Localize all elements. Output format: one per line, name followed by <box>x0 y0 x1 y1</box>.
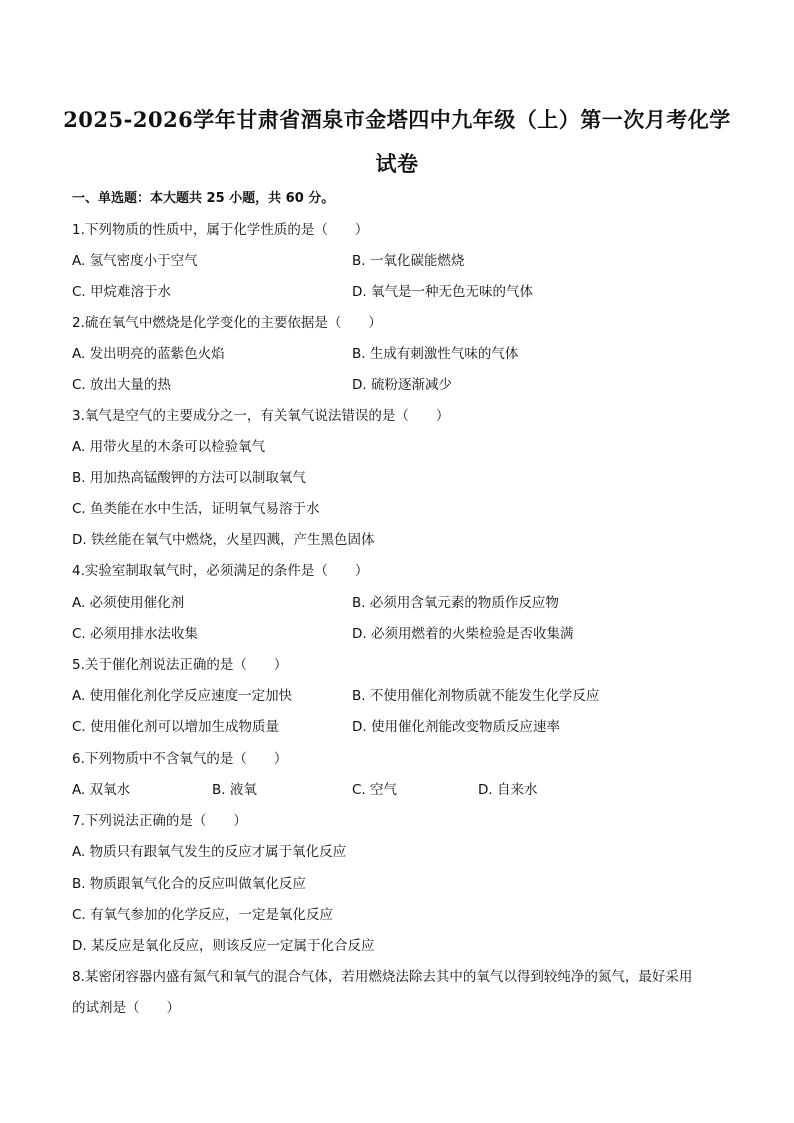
question-6-option-a: A. 双氧水 <box>72 782 131 798</box>
question-7-option-a: A. 物质只有跟氧气发生的反应才属于氧化反应 <box>72 844 347 860</box>
question-7-option-c: C. 有氧气参加的化学反应，一定是氧化反应 <box>72 907 334 923</box>
question-5-option-a: A. 使用催化剂化学反应速度一定加快 <box>72 688 293 704</box>
question-7-option-d: D. 某反应是氧化反应，则该反应一定属于化合反应 <box>72 938 375 954</box>
question-5-option-b: B. 不使用催化剂物质就不能发生化学反应 <box>352 688 600 704</box>
question-2-option-d: D. 硫粉逐渐减少 <box>352 377 452 393</box>
exam-title: 2025-2026学年甘肃省酒泉市金塔四中九年级（上）第一次月考化学 <box>63 107 731 132</box>
question-6-option-c: C. 空气 <box>352 782 398 798</box>
question-5-option-c: C. 使用催化剂可以增加生成物质量 <box>72 719 280 735</box>
question-4-option-d: D. 必须用燃着的火柴检验是否收集满 <box>352 626 574 642</box>
question-1-option-c: C. 甲烷难溶于水 <box>72 284 172 300</box>
question-7-option-b: B. 物质跟氧气化合的反应叫做氧化反应 <box>72 876 306 892</box>
question-3-option-b: B. 用加热高锰酸钾的方法可以制取氧气 <box>72 470 306 486</box>
question-2-option-c: C. 放出大量的热 <box>72 377 172 393</box>
question-2-stem: 2.硫在氧气中燃烧是化学变化的主要依据是（ ） <box>72 315 382 331</box>
question-4-option-b: B. 必须用含氧元素的物质作反应物 <box>352 595 559 611</box>
question-2-option-a: A. 发出明亮的蓝紫色火焰 <box>72 346 225 362</box>
question-4-stem: 4.实验室制取氧气时，必须满足的条件是（ ） <box>72 563 369 579</box>
question-8-stem: 8.某密闭容器内盛有氮气和氧气的混合气体，若用燃烧法除去其中的氧气以得到较纯净的氮气，最好采用 <box>72 969 693 985</box>
question-4-option-c: C. 必须用排水法收集 <box>72 626 199 642</box>
question-8-stem-cont: 的试剂是（ ） <box>72 1000 180 1016</box>
question-3-option-d: D. 铁丝能在氧气中燃烧，火星四溅，产生黑色固体 <box>72 532 375 548</box>
section-heading: 一、单选题：本大题共 25 小题，共 60 分。 <box>72 191 335 206</box>
question-6-option-d: D. 自来水 <box>478 782 538 798</box>
question-5-stem: 5.关于催化剂说法正确的是（ ） <box>72 657 288 673</box>
question-1-stem: 1.下列物质的性质中，属于化学性质的是（ ） <box>72 222 369 238</box>
question-1-option-b: B. 一氧化碳能燃烧 <box>352 253 465 269</box>
question-3-option-c: C. 鱼类能在水中生活，证明氧气易溶于水 <box>72 501 320 517</box>
question-5-option-d: D. 使用催化剂能改变物质反应速率 <box>352 719 560 735</box>
question-6-stem: 6.下列物质中不含氧气的是（ ） <box>72 751 288 767</box>
exam-title-cont: 试卷 <box>375 151 419 176</box>
question-4-option-a: A. 必须使用催化剂 <box>72 595 185 611</box>
question-1-option-a: A. 氢气密度小于空气 <box>72 253 198 269</box>
question-6-option-b: B. 液氧 <box>212 782 257 798</box>
question-2-option-b: B. 生成有刺激性气味的气体 <box>352 346 519 362</box>
question-3-stem: 3.氧气是空气的主要成分之一，有关氧气说法错误的是（ ） <box>72 408 450 424</box>
question-1-option-d: D. 氧气是一种无色无味的气体 <box>352 284 533 300</box>
question-7-stem: 7.下列说法正确的是（ ） <box>72 813 247 829</box>
question-3-option-a: A. 用带火星的木条可以检验氧气 <box>72 439 266 455</box>
